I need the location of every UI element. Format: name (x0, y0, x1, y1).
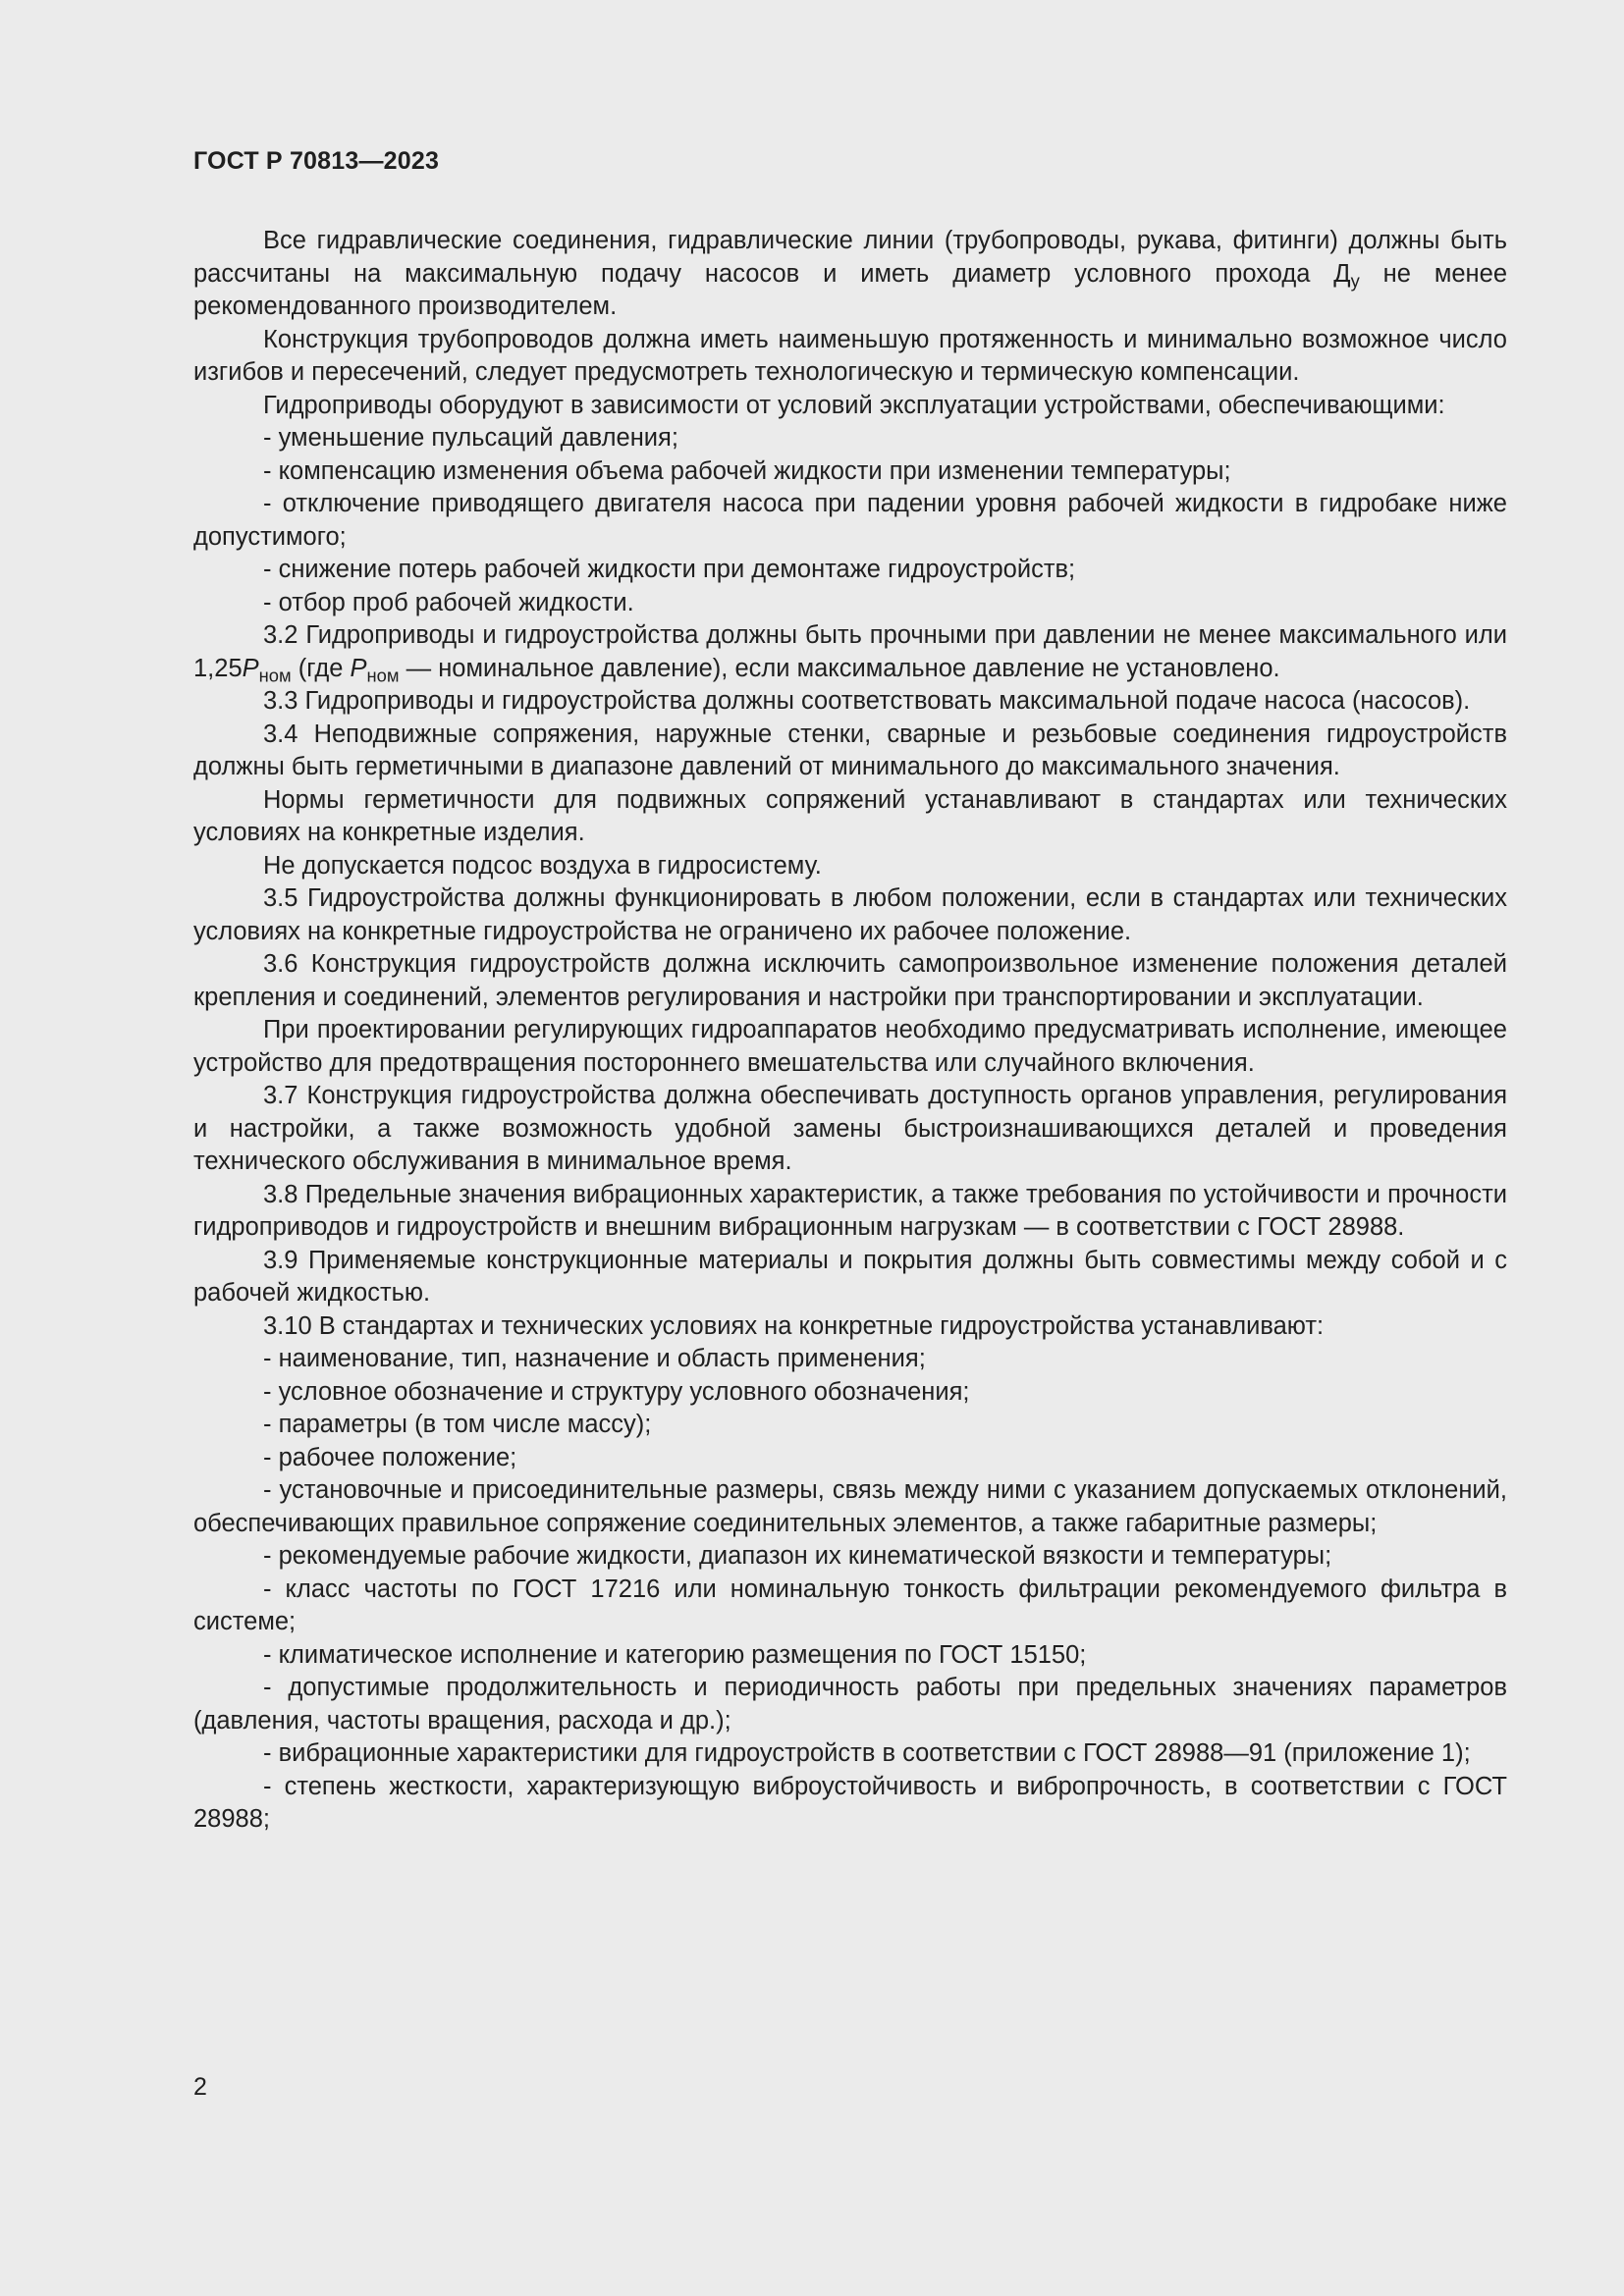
paragraph: Конструкция трубопроводов должна иметь наименьшую протяженность и минимально возможное число изгибов и пересечений, следует предусмотреть технологическую и термическую компенсации. (193, 325, 1507, 386)
clause-3-5: 3.5 Гидроустройства должны функционировать в любом положении, если в стандартах или технических условиях на конкретные гидроустройства не ограничено их рабочее положение. (193, 884, 1507, 945)
list-item: - компенсацию изменения объема рабочей жидкости при изменении температуры; (263, 456, 1231, 485)
clause-3-7: 3.7 Конструкция гидроустройства должна обеспечивать доступность органов управления, регулирования и настройки, а также возможность удобной замены быстроизнашивающихся деталей и проведения технического обслуживания в минимальное время. (193, 1082, 1507, 1175)
list-item: - отбор проб рабочей жидкости. (263, 588, 634, 616)
list-item: - рабочее положение; (263, 1443, 517, 1471)
list-item: - условное обозначение и структуру условного обозначения; (263, 1377, 970, 1406)
paragraph: Нормы герметичности для подвижных сопряжений устанавливают в стандартах или технических условиях на конкретные изделия. (193, 785, 1507, 846)
list-item: - уменьшение пульсаций давления; (263, 424, 678, 452)
page-number: 2 (193, 2073, 207, 2101)
clause-3-2: 3.2 Гидроприводы и гидроустройства должны быть прочными при давлении не менее максимального или $1,25P_{ном}$ (где $P_{ном}$ — номинальное давление), если максимальное давление не установлено. (193, 621, 1507, 685)
clause-3-10: 3.10 В стандартах и технических условиях на конкретные гидроустройства устанавливают: (263, 1311, 1325, 1340)
list-item: - класс частоты по ГОСТ 17216 или номинальную тонкость фильтрации рекомендуемого фильтра в системе; (193, 1575, 1507, 1635)
list-item: - допустимые продолжительность и периодичность работы при предельных значениях параметров (давления, частоты вращения, расхода и др.); (193, 1674, 1507, 1735)
clause-3-9: 3.9 Применяемые конструкционные материалы и покрытия должны быть совместимы между собой и с рабочей жидкостью. (193, 1246, 1507, 1307)
paragraph: Не допускается подсос воздуха в гидросистему. (263, 851, 822, 880)
clause-3-3: 3.3 Гидроприводы и гидроустройства должны соответствовать максимальной подаче насоса (насосов). (263, 687, 1471, 715)
list-item: - наименование, тип, назначение и область применения; (263, 1345, 926, 1372)
clause-3-4: 3.4 Неподвижные сопряжения, наружные стенки, сварные и резьбовые соединения гидроустройств должны быть герметичными в диапазоне давлений от минимального до максимального значения. (193, 720, 1507, 780)
list-item: - снижение потерь рабочей жидкости при демонтаже гидроустройств; (263, 556, 1076, 583)
list-item: - установочные и присоединительные размеры, связь между ними с указанием допускаемых отклонений, обеспечивающих правильное сопряжение соединительных элементов, а также габаритные размеры; (193, 1476, 1507, 1537)
list-item: - вибрационные характеристики для гидроустройств в соответствии с ГОСТ 28988—91 (приложение 1); (263, 1739, 1471, 1767)
clause-3-6: 3.6 Конструкция гидроустройств должна исключить самопроизвольное изменение положения деталей крепления и соединений, элементов регулирования и настройки при транспортировании и эксплуатации. (193, 950, 1507, 1011)
list-item: - климатическое исполнение и категорию размещения по ГОСТ 15150; (263, 1640, 1087, 1669)
list-item: - степень жесткости, характеризующую виброустойчивость и вибропрочность, в соответствии с ГОСТ 28988; (193, 1772, 1507, 1833)
paragraph: При проектировании регулирующих гидроаппаратов необходимо предусматривать исполнение, имеющее устройство для предотвращения постороннего вмешательства или случайного включения. (193, 1016, 1507, 1077)
document-header: ГОСТ Р 70813—2023 (193, 147, 440, 175)
list-item: - параметры (в том числе массу); (263, 1411, 652, 1438)
list-item: - рекомендуемые рабочие жидкости, диапазон их кинематической вязкости и температуры; (263, 1542, 1332, 1570)
document-body (193, 225, 1507, 1837)
clause-3-8: 3.8 Предельные значения вибрационных характеристик, а также требования по устойчивости и прочности гидроприводов и гидроустройств и внешним вибрационным нагрузкам — в соответствии с ГОСТ 28988. (193, 1180, 1507, 1241)
paragraph: Все гидравлические соединения, гидравлические линии (трубопроводы, рукава, фитинги) должны быть рассчитаны на максимальную подачу насосов и иметь диаметр условного прохода $Д_у$ не менее рекомендованного производителем. (193, 227, 1508, 320)
list-item: - отключение приводящего двигателя насоса при падении уровня рабочей жидкости в гидробаке ниже допустимого; (193, 490, 1507, 551)
paragraph: Гидроприводы оборудуют в зависимости от условий эксплуатации устройствами, обеспечивающими: (263, 391, 1445, 419)
